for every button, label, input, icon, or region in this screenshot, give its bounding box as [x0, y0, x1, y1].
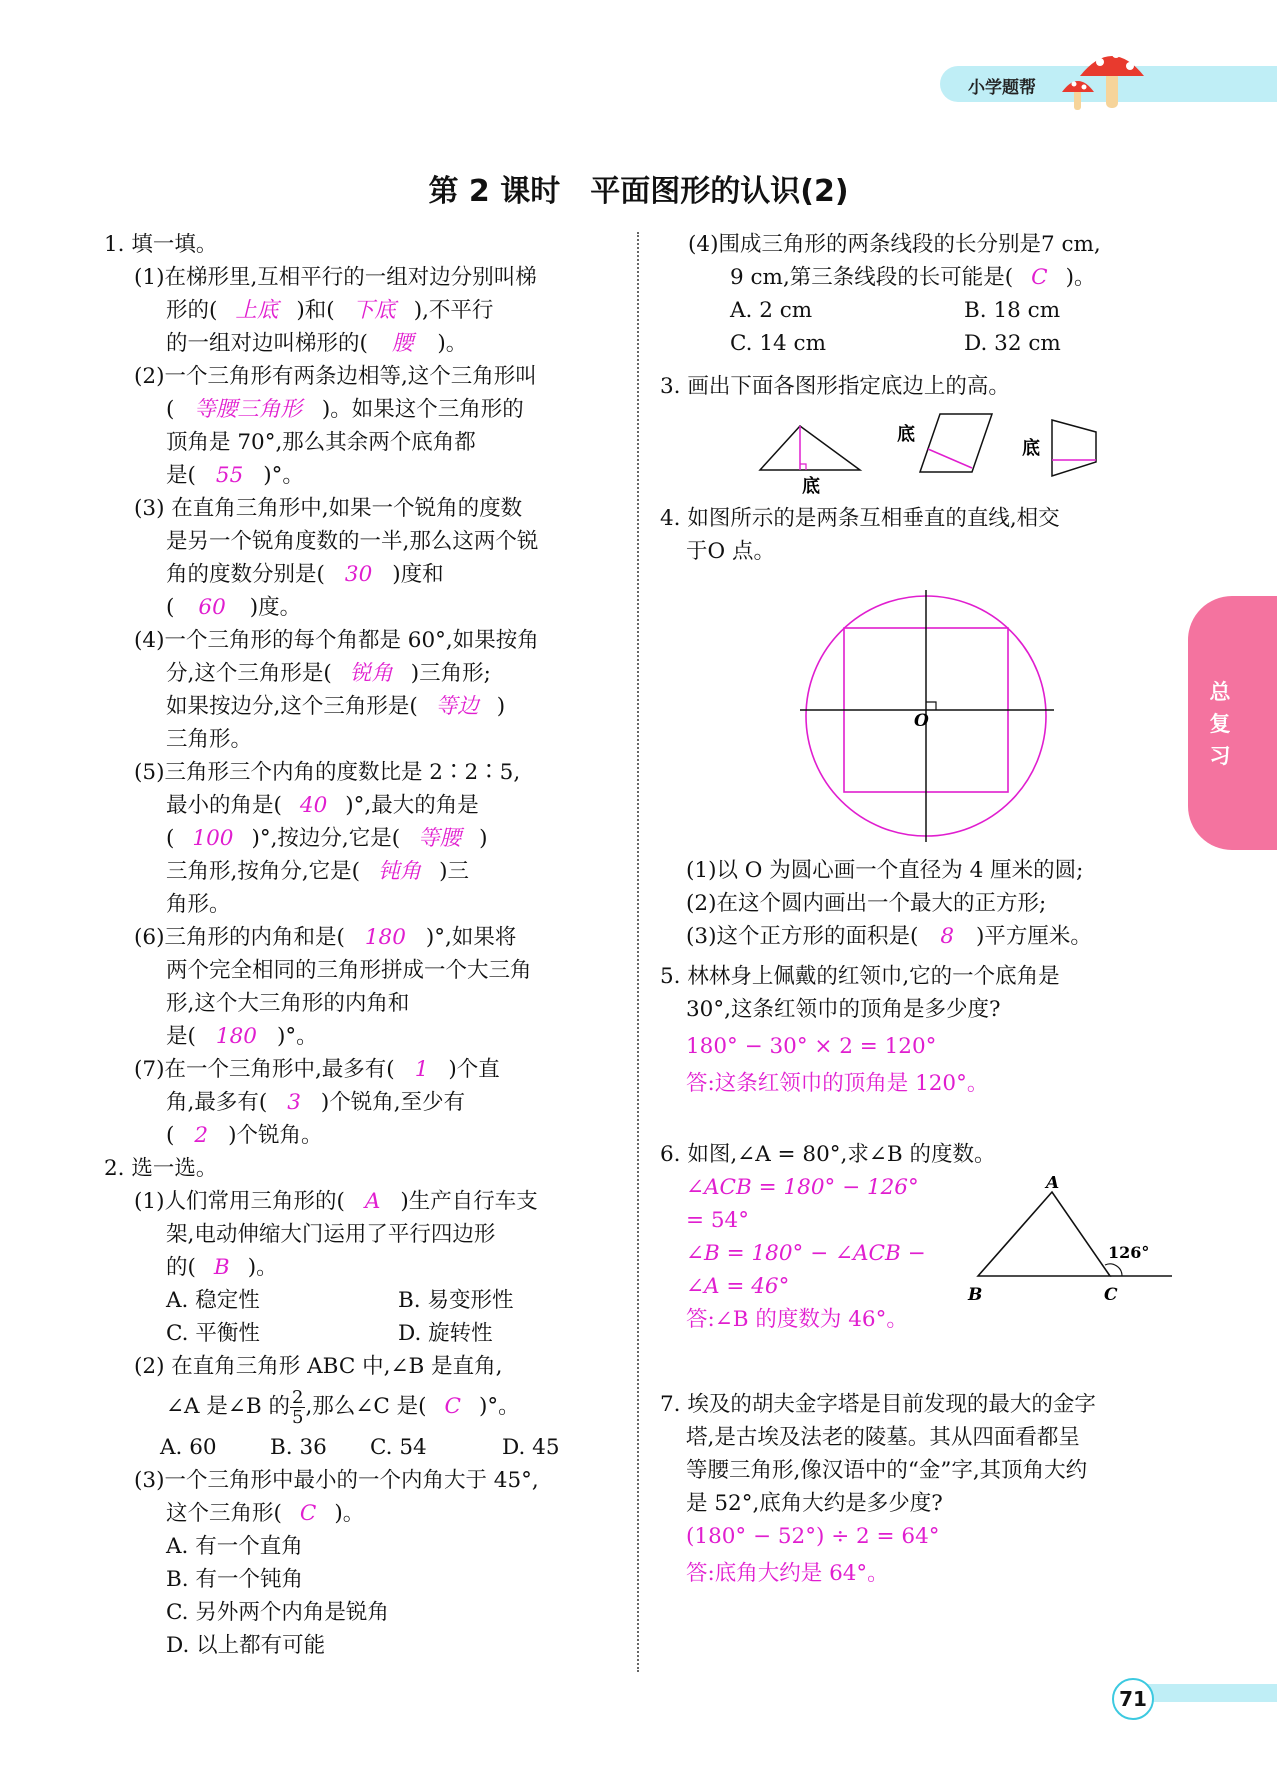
- q7-line: 是 52°,底角大约是多少度?: [686, 1491, 943, 1516]
- q2-p4-options: [660, 294, 1180, 327]
- page-title: 第 2 课时 平面图形的认识(2): [428, 174, 849, 209]
- answer: 上底: [235, 298, 279, 323]
- q4-figure: [796, 588, 1060, 844]
- q5: [660, 960, 1180, 1100]
- q1-p6-line: (6)三角形的内角和是( 180 )°,如果将: [134, 925, 517, 950]
- page-number: 71: [1112, 1678, 1154, 1720]
- q4-text: [660, 502, 1180, 568]
- option: A. 60: [160, 1435, 217, 1460]
- q1-p1-line: 的一组对边叫梯形的( 腰 )。: [166, 331, 468, 356]
- q1-p7-line: ( 2 )个锐角。: [166, 1123, 323, 1148]
- q1-p2-line: ( 等腰三角形 )。如果这个三角形的: [166, 397, 524, 422]
- answer: 60: [198, 595, 226, 620]
- q7-solution: (180° − 52°) ÷ 2 = 64°: [686, 1524, 940, 1549]
- q1-p1-line: 形的( 上底 )和( 下底 ),不平行: [166, 298, 494, 323]
- option: D. 以上都有可能: [166, 1633, 326, 1658]
- q2-p1-line: 的( B )。: [166, 1255, 278, 1280]
- q5-line: 5. 林林身上佩戴的红领巾,它的一个底角是: [660, 964, 1060, 989]
- q5-solution: 180° − 30° × 2 = 120°: [686, 1034, 937, 1059]
- q6-solution: = 54°: [686, 1208, 749, 1233]
- option: D. 旋转性: [398, 1321, 493, 1346]
- q2-p1-options: [104, 1284, 624, 1317]
- q1-p1-line: (1)在梯形里,互相平行的一组对边分别叫梯: [134, 265, 537, 290]
- trapezoid-shape: [1052, 420, 1096, 476]
- q4-step: (1)以 O 为圆心画一个直径为 4 厘米的圆;: [686, 858, 1084, 883]
- q2-p4-line: (4)围成三角形的两条线段的长分别是7 cm,: [688, 232, 1101, 257]
- q1-p4-line: (4)一个三角形的每个角都是 60°,如果按角: [134, 628, 539, 653]
- q1-p7-line: 角,最多有( 3 )个锐角,至少有: [166, 1090, 466, 1115]
- q5-answer: 答:这条红领巾的顶角是 120°。: [686, 1071, 989, 1096]
- base-label: 底: [897, 424, 915, 445]
- q4-line: 于O 点。: [686, 539, 775, 564]
- q3-heading: 3. 画出下面各图形指定底边上的高。: [660, 374, 1010, 399]
- answer: A: [364, 1189, 381, 1214]
- answer: 100: [192, 826, 234, 851]
- base-label: 底: [802, 476, 820, 496]
- option: C. 54: [370, 1435, 427, 1460]
- q2-p2-options: [104, 1431, 624, 1464]
- q6-answer: 答:∠B 的度数为 46°。: [686, 1307, 908, 1332]
- side-tab-label: 总复习: [1209, 680, 1231, 768]
- q6-line: 6. 如图,∠A = 80°,求∠B 的度数。: [660, 1142, 996, 1167]
- q1-p4-line: 分,这个三角形是( 锐角 )三角形;: [166, 661, 491, 686]
- q4-step: (3)这个正方形的面积是( 8 )平方厘米。: [686, 924, 1092, 949]
- q5-line: 30°,这条红领巾的顶角是多少度?: [686, 997, 1001, 1022]
- column-divider: [637, 232, 639, 1672]
- parallelogram-shape: [920, 414, 992, 472]
- q1-p2-line: (2)一个三角形有两条边相等,这个三角形叫: [134, 364, 537, 389]
- q7-line: 7. 埃及的胡夫金字塔是目前发现的最大的金字: [660, 1392, 1096, 1417]
- option: C. 14 cm: [730, 331, 826, 356]
- q6-solution: ∠ACB = 180° − 126°: [686, 1175, 919, 1200]
- option: D. 32 cm: [964, 331, 1061, 356]
- answer: C: [1031, 265, 1048, 290]
- q1-p6-line: 形,这个大三角形的内角和: [166, 991, 410, 1016]
- q1-p4-line: 如果按边分,这个三角形是( 等边 ): [166, 694, 506, 719]
- option: B. 36: [270, 1435, 327, 1460]
- q2-heading: 2. 选一选。: [104, 1156, 218, 1181]
- q2-p1-line: (1)人们常用三角形的( A )生产自行车支: [134, 1189, 538, 1214]
- q2-p2-line: ∠A 是∠B 的 $\frac{2}{5}$ ,那么∠C 是( C )°。: [166, 1386, 520, 1428]
- side-tab: [1188, 596, 1277, 850]
- fraction: $\frac{2}{5}$: [292, 1386, 304, 1428]
- answer: 下底: [352, 298, 396, 323]
- option: B. 易变形性: [398, 1288, 514, 1313]
- triangle-abc: [978, 1192, 1110, 1276]
- option: A. 稳定性: [166, 1288, 260, 1313]
- q6-solution: ∠A = 46°: [686, 1274, 790, 1299]
- q7-answer: 答:底角大约是 64°。: [686, 1561, 889, 1586]
- answer: 3: [287, 1090, 301, 1115]
- answer: C: [444, 1394, 461, 1419]
- answer: 30: [344, 562, 373, 587]
- vertex-b-label: B: [968, 1285, 983, 1305]
- option: C. 平衡性: [166, 1321, 260, 1346]
- answer: 等腰三角形: [194, 397, 302, 422]
- answer: 腰: [391, 331, 414, 356]
- q2-p4-line: 9 cm,第三条线段的长可能是( C )。: [730, 265, 1096, 290]
- q1-p2-line: 是( 55 )°。: [166, 463, 304, 488]
- q1-p5-line: 三角形,按角分,它是( 钝角 )三: [166, 859, 469, 884]
- answer: 2: [194, 1123, 209, 1148]
- brand-label: 小学题帮: [968, 78, 1036, 98]
- answer: 55: [215, 463, 244, 488]
- right-q2p4: [660, 228, 1180, 360]
- q2-p1-options: [104, 1317, 624, 1350]
- answer: 等边: [435, 694, 479, 719]
- q4-step: (2)在这个圆内画出一个最大的正方形;: [686, 891, 1047, 916]
- q1-p6-line: 两个完全相同的三角形拼成一个大三角: [166, 958, 532, 983]
- q1-p5-line: 最小的角是( 40 )°,最大的角是: [166, 793, 479, 818]
- q6-figure: [964, 1176, 1176, 1314]
- base-label: 底: [1022, 438, 1040, 459]
- height-line: [928, 449, 972, 468]
- q1-p6-line: 是( 180 )°。: [166, 1024, 318, 1049]
- q1-p3-line: ( 60 )度。: [166, 595, 302, 620]
- angle-arc: [1105, 1264, 1122, 1276]
- vertex-a-label: A: [1046, 1176, 1060, 1193]
- q6-solution: ∠B = 180° − ∠ACB −: [686, 1241, 926, 1266]
- q7-line: 等腰三角形,像汉语中的“金”字,其顶角大约: [686, 1458, 1088, 1483]
- q1-p7-line: (7)在一个三角形中,最多有( 1 )个直: [134, 1057, 500, 1082]
- triangle-shape: [760, 426, 860, 470]
- answer: 8: [940, 924, 955, 949]
- q2-p1-line: 架,电动伸缩大门运用了平行四边形: [166, 1222, 496, 1247]
- answer: 180: [364, 925, 406, 950]
- q3-figures: [750, 412, 1110, 496]
- q2-p4-options: [660, 327, 1180, 360]
- answer: 钝角: [378, 859, 422, 884]
- option: B. 有一个钝角: [166, 1567, 303, 1592]
- q1-heading: 1. 填一填。: [104, 232, 218, 257]
- mushroom-icon: [1060, 42, 1148, 114]
- exterior-angle-label: 126°: [1108, 1243, 1150, 1262]
- q2-p3-line: (3)一个三角形中最小的一个内角大于 45°,: [134, 1468, 539, 1493]
- answer: 1: [414, 1057, 429, 1082]
- left-column: [104, 228, 624, 1662]
- page-number-bar: [1140, 1684, 1277, 1702]
- q2-p3-line: 这个三角形( C )。: [166, 1501, 365, 1526]
- option: B. 18 cm: [964, 298, 1061, 323]
- vertex-c-label: C: [1104, 1285, 1118, 1305]
- q4-steps: [660, 854, 1180, 953]
- answer: 等腰: [418, 826, 462, 851]
- q1-p2-line: 顶角是 70°,那么其余两个底角都: [166, 430, 476, 455]
- answer: 180: [215, 1024, 257, 1049]
- q4-line: 4. 如图所示的是两条互相垂直的直线,相交: [660, 506, 1060, 531]
- answer: C: [299, 1501, 317, 1526]
- q7: [660, 1388, 1180, 1590]
- q1-p5-line: 角形。: [166, 892, 231, 917]
- answer: B: [213, 1255, 230, 1280]
- q1-p4-line: 三角形。: [166, 727, 253, 752]
- q1-p5-line: ( 100 )°,按边分,它是( 等腰 ): [166, 826, 488, 851]
- option: D. 45: [502, 1435, 560, 1460]
- q1-p3-line: 角的度数分别是( 30 )度和: [166, 562, 444, 587]
- answer: 40: [299, 793, 328, 818]
- option: C. 另外两个内角是锐角: [166, 1600, 389, 1625]
- point-o-label: O: [914, 711, 929, 731]
- q1-p3-line: 是另一个锐角度数的一半,那么这两个锐: [166, 529, 539, 554]
- option: A. 有一个直角: [166, 1534, 303, 1559]
- answer: 锐角: [349, 661, 393, 686]
- q1-p3-line: (3) 在直角三角形中,如果一个锐角的度数: [134, 496, 523, 521]
- q1-p5-line: (5)三角形三个内角的度数比是 2∶2∶5,: [134, 760, 521, 785]
- option: A. 2 cm: [730, 298, 813, 323]
- q2-p2-line: (2) 在直角三角形 ABC 中,∠B 是直角,: [134, 1354, 503, 1379]
- q7-line: 塔,是古埃及法老的陵墓。其从四面看都呈: [686, 1425, 1080, 1450]
